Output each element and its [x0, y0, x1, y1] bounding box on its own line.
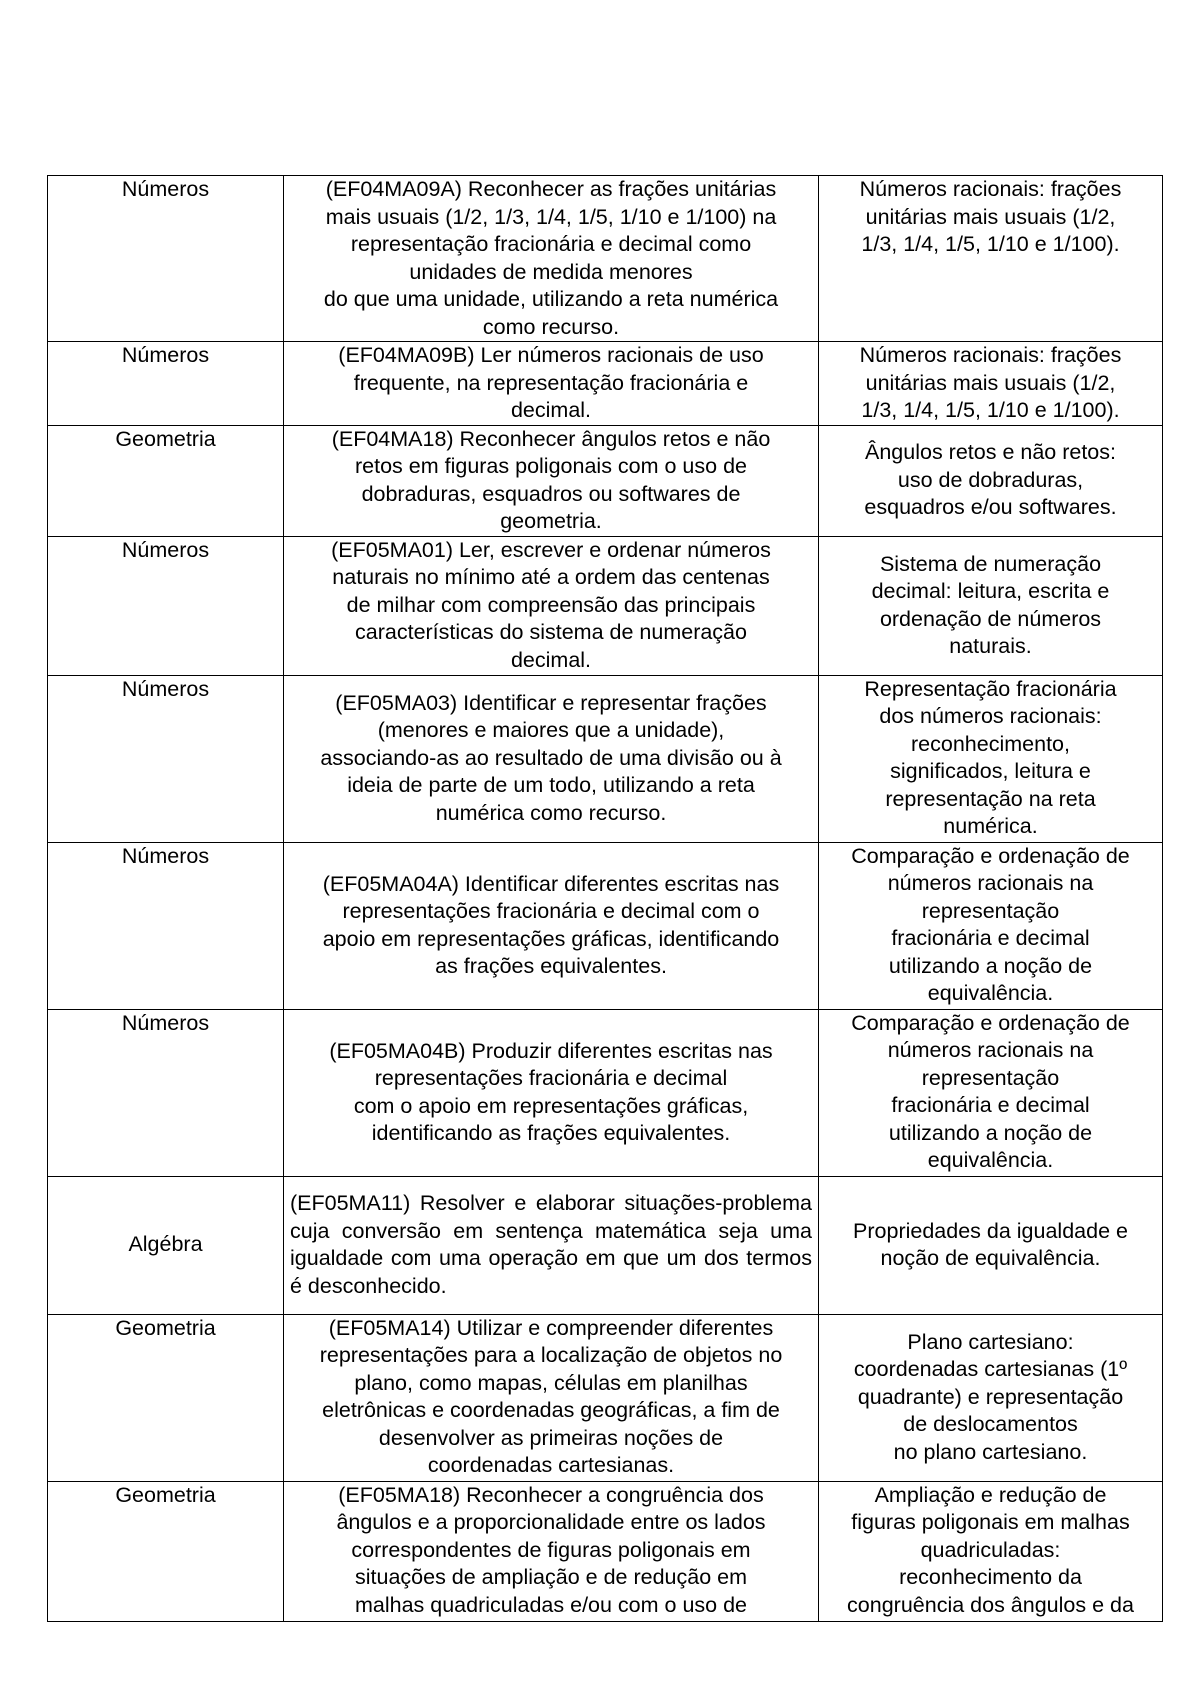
object-text: Sistema de numeração decimal: leitura, escrita e ordenação de números naturais. [871, 551, 1110, 658]
object-text: Comparação e ordenação de números racionais na representação fracionária e decimal utilizando a noção de equivalência. [851, 1010, 1130, 1172]
object-text: Ângulos retos e não retos: uso de dobraduras, esquadros e/ou softwares. [864, 440, 1117, 520]
object-cell [819, 425, 1163, 536]
skill-text: (EF05MA11) Resolver e elaborar situações-problema cuja conversão em sentença matemática seja uma igualdade com uma operação em que um dos termos é desconhecido. [290, 1191, 812, 1298]
skill-text: (EF05MA04A) Identificar diferentes escritas nas representações fracionária e decimal com o apoio em representações gráficas, identificando as frações equivalentes. [322, 871, 780, 978]
unit-text: Números [121, 537, 210, 562]
unit-text: Números [121, 343, 210, 367]
unit-cell [48, 1314, 284, 1481]
object-text: Plano cartesiano: coordenadas cartesianas (1º quadrante) e representação de deslocamentos no plano cartesiano. [853, 1329, 1128, 1464]
skill-text: (EF04MA09A) Reconhecer as frações unitárias mais usuais (1/2, 1/3, 1/4, 1/5, 1/10 e 1/100) na representação fracionária e decimal como unidades de medida menores do que uma unidade, utilizando a reta numérica como recurso. [323, 177, 779, 339]
unit-text: Algébra [128, 1232, 203, 1257]
object-text: Números racionais: frações unitárias mais usuais (1/2, 1/3, 1/4, 1/5, 1/10 e 1/100). [859, 343, 1122, 422]
skill-cell [284, 342, 819, 426]
unit-cell [48, 1176, 284, 1314]
unit-cell [48, 536, 284, 675]
skill-cell [284, 176, 819, 342]
object-cell [819, 842, 1163, 1009]
table-row [48, 425, 1163, 536]
skill-text: (EF05MA18) Reconhecer a congruência dos ângulos e a proporcionalidade entre os lados correspondentes de figuras poligonais em situações de ampliação e de redução em malhas quadriculadas e/ou com o uso de [336, 1482, 766, 1617]
object-cell [819, 536, 1163, 675]
table-row [48, 1176, 1163, 1314]
skill-cell [284, 675, 819, 842]
object-cell [819, 342, 1163, 426]
object-cell [819, 1314, 1163, 1481]
object-cell [819, 1481, 1163, 1621]
unit-text: Geometria [115, 1315, 216, 1340]
skill-cell [284, 1314, 819, 1481]
table-row [48, 1481, 1163, 1621]
unit-text: Números [121, 177, 210, 201]
skill-text: (EF04MA09B) Ler números racionais de uso frequente, na representação fracionária e decimal. [338, 343, 764, 422]
unit-text: Números [121, 1010, 210, 1035]
skill-cell [284, 1009, 819, 1176]
object-cell [819, 675, 1163, 842]
skill-cell [284, 1176, 819, 1314]
unit-text: Geometria [115, 426, 216, 451]
curriculum-table [47, 175, 1163, 1622]
object-text: Ampliação e redução de figuras poligonais em malhas quadriculadas: reconhecimento da congruência dos ângulos e da [847, 1482, 1134, 1617]
object-cell [819, 1009, 1163, 1176]
skill-cell [284, 425, 819, 536]
object-text: Propriedades da igualdade e noção de equivalência. [853, 1218, 1128, 1270]
skill-text: (EF05MA14) Utilizar e compreender diferentes representações para a localização de objetos no plano, como mapas, células em planilhas eletrônicas e coordenadas geográficas, a fim de desenvolver as primeiras noções de coordenadas cartesianas. [319, 1315, 783, 1477]
object-text: Representação fracionária dos números racionais: reconhecimento, significados, leitura e representação na reta numérica. [864, 676, 1117, 838]
skill-text: (EF05MA04B) Produzir diferentes escritas nas representações fracionária e decimal com o apoio em representações gráficas, identificando as frações equivalentes. [329, 1038, 773, 1145]
skill-cell [284, 1481, 819, 1621]
skill-text: (EF04MA18) Reconhecer ângulos retos e não retos em figuras poligonais com o uso de dobraduras, esquadros ou softwares de geometria. [331, 426, 771, 533]
unit-text: Números [121, 676, 210, 701]
table-row [48, 1314, 1163, 1481]
unit-text: Números [121, 843, 210, 868]
unit-cell [48, 342, 284, 426]
unit-cell [48, 675, 284, 842]
object-text: Números racionais: frações unitárias mais usuais (1/2, 1/3, 1/4, 1/5, 1/10 e 1/100). [859, 177, 1122, 256]
skill-text: (EF05MA03) Identificar e representar frações (menores e maiores que a unidade), associando-as ao resultado de uma divisão ou à ideia de parte de um todo, utilizando a reta numérica como recurso. [320, 690, 782, 825]
unit-cell [48, 1009, 284, 1176]
skill-text: (EF05MA01) Ler, escrever e ordenar números naturais no mínimo até a ordem das centenas de milhar com compreensão das principais características do sistema de numeração decimal. [331, 537, 771, 672]
unit-cell [48, 842, 284, 1009]
skill-cell [284, 536, 819, 675]
table-row [48, 1009, 1163, 1176]
table-row [48, 342, 1163, 426]
table-row [48, 842, 1163, 1009]
unit-cell [48, 425, 284, 536]
table-row [48, 536, 1163, 675]
unit-text: Geometria [115, 1482, 216, 1507]
table-row [48, 176, 1163, 342]
skill-cell [284, 842, 819, 1009]
unit-cell [48, 176, 284, 342]
object-cell [819, 1176, 1163, 1314]
object-cell [819, 176, 1163, 342]
table-row [48, 675, 1163, 842]
object-text: Comparação e ordenação de números racionais na representação fracionária e decimal utilizando a noção de equivalência. [851, 843, 1130, 1005]
unit-cell [48, 1481, 284, 1621]
